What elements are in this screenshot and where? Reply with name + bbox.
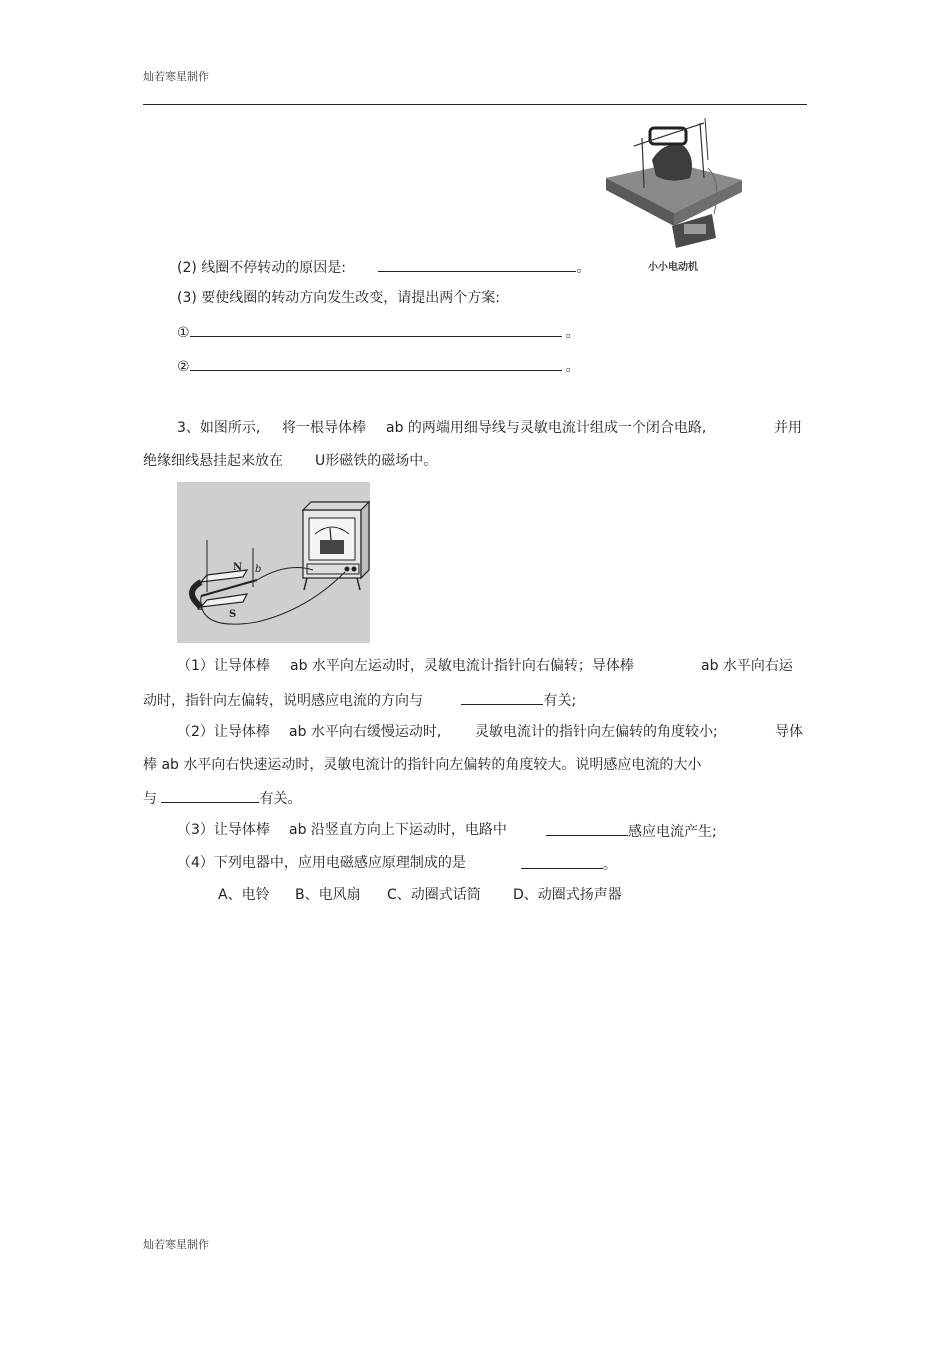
q3-intro-c: ab 的两端用细导线与灵敏电流计组成一个闭合电路, <box>386 420 707 436</box>
q3-p3-answer-blank[interactable] <box>546 821 628 836</box>
q2-part2-line <box>177 257 590 277</box>
choice-d-text: 动圈式扬声器 <box>537 887 622 903</box>
q3-p1-c: ab 水平向右运 <box>701 658 793 674</box>
q3-intro-line2-a: 绝缘细线悬挂起来放在 <box>143 453 283 469</box>
q3-p4-a: （4）下列电器中，应用电磁感应原理制成的是 <box>177 855 466 871</box>
q3-p2-line3 <box>143 788 301 808</box>
choice-a-letter: A、 <box>218 887 242 903</box>
choice-c[interactable] <box>387 886 481 904</box>
q3-p3-b: ab 沿竖直方向上下运动时，电路中 <box>289 822 507 838</box>
q3-p2-line3-a: 与 <box>143 791 157 807</box>
q3-intro-b: 将一根导体棒 <box>282 420 366 436</box>
choice-c-letter: C、 <box>387 887 411 903</box>
q3-p1-line2 <box>143 690 576 710</box>
motor-figure <box>604 118 744 258</box>
choice-b[interactable] <box>295 886 361 904</box>
choice-b-letter: B、 <box>295 887 319 903</box>
motor-figure-caption: 小小电动机 <box>648 262 698 273</box>
q3-p4-blank-line <box>521 854 617 874</box>
q2-option1-line <box>177 322 580 342</box>
motor-figure-drawing <box>604 118 744 258</box>
q3-intro-a: 3、如图所示, <box>177 420 261 436</box>
choice-a[interactable] <box>218 886 270 904</box>
q3-p2-line2: 棒 ab 水平向右快速运动时，灵敏电流计的指针向左偏转的角度较大。说明感应电流的大小 <box>143 757 702 773</box>
q3-p2-a: （2）让导体棒 <box>177 724 270 740</box>
q2-part2-prefix: (2) 线圈不停转动的原因是: <box>177 260 346 276</box>
q3-p1-a: （1）让导体棒 <box>177 658 270 674</box>
q2-option2-suffix: 。 <box>565 359 580 375</box>
q2-part2-answer-blank[interactable] <box>378 257 576 272</box>
choice-d[interactable] <box>513 886 622 904</box>
magnet-label-n: N <box>233 562 243 573</box>
galvanometer-figure-drawing <box>177 482 370 643</box>
galvanometer-figure <box>177 482 370 643</box>
page-footer: 灿若寒星制作 <box>143 1238 209 1251</box>
q2-option2-mark: ② <box>177 359 190 375</box>
q3-p2-c: 灵敏电流计的指针向左偏转的角度较小; <box>475 724 718 740</box>
q2-option1-answer-blank[interactable] <box>190 322 562 337</box>
q2-part3-prompt: (3) 要使线圈的转动方向发生改变，请提出两个方案: <box>177 290 500 306</box>
q3-p2-d: 导体 <box>775 724 803 740</box>
q3-p2-line3-b: 有关。 <box>259 791 302 807</box>
magnet-label-s: S <box>229 609 237 620</box>
q3-p4-answer-blank[interactable] <box>521 854 603 869</box>
page-header: 灿若寒星制作 <box>143 70 209 83</box>
q2-option2-line <box>177 356 580 376</box>
q3-p3-a: （3）让导体棒 <box>177 822 270 838</box>
q3-intro-line2-b: U形磁铁的磁场中。 <box>315 453 438 469</box>
q2-option1-suffix: 。 <box>565 325 580 341</box>
q3-p2-answer-blank[interactable] <box>161 788 259 803</box>
q2-option2-answer-blank[interactable] <box>190 356 562 371</box>
choice-d-letter: D、 <box>513 887 538 903</box>
rod-label-b: b <box>255 564 262 575</box>
q3-p1-b: ab 水平向左运动时，灵敏电流计指针向右偏转；导体棒 <box>290 658 634 674</box>
choice-a-text: 电铃 <box>241 887 270 903</box>
q2-part2-suffix: 。 <box>576 260 591 276</box>
q3-p1-line2-b: 有关; <box>543 693 577 709</box>
header-rule <box>143 104 807 105</box>
choice-c-text: 动圈式话筒 <box>410 887 481 903</box>
q3-p3-blank-line <box>546 821 717 841</box>
q3-p4-b: 。 <box>603 857 617 873</box>
q3-p2-b: ab 水平向右缓慢运动时, <box>289 724 442 740</box>
q2-option1-mark: ① <box>177 325 190 341</box>
q3-intro-d: 并用 <box>774 420 802 436</box>
rod-label-a: a <box>197 602 203 613</box>
q3-p1-answer-blank[interactable] <box>461 690 543 705</box>
choice-b-text: 电风扇 <box>318 887 361 903</box>
q3-p1-line2-a: 动时，指针向左偏转，说明感应电流的方向与 <box>143 693 423 709</box>
q3-p3-c: 感应电流产生; <box>628 824 717 840</box>
